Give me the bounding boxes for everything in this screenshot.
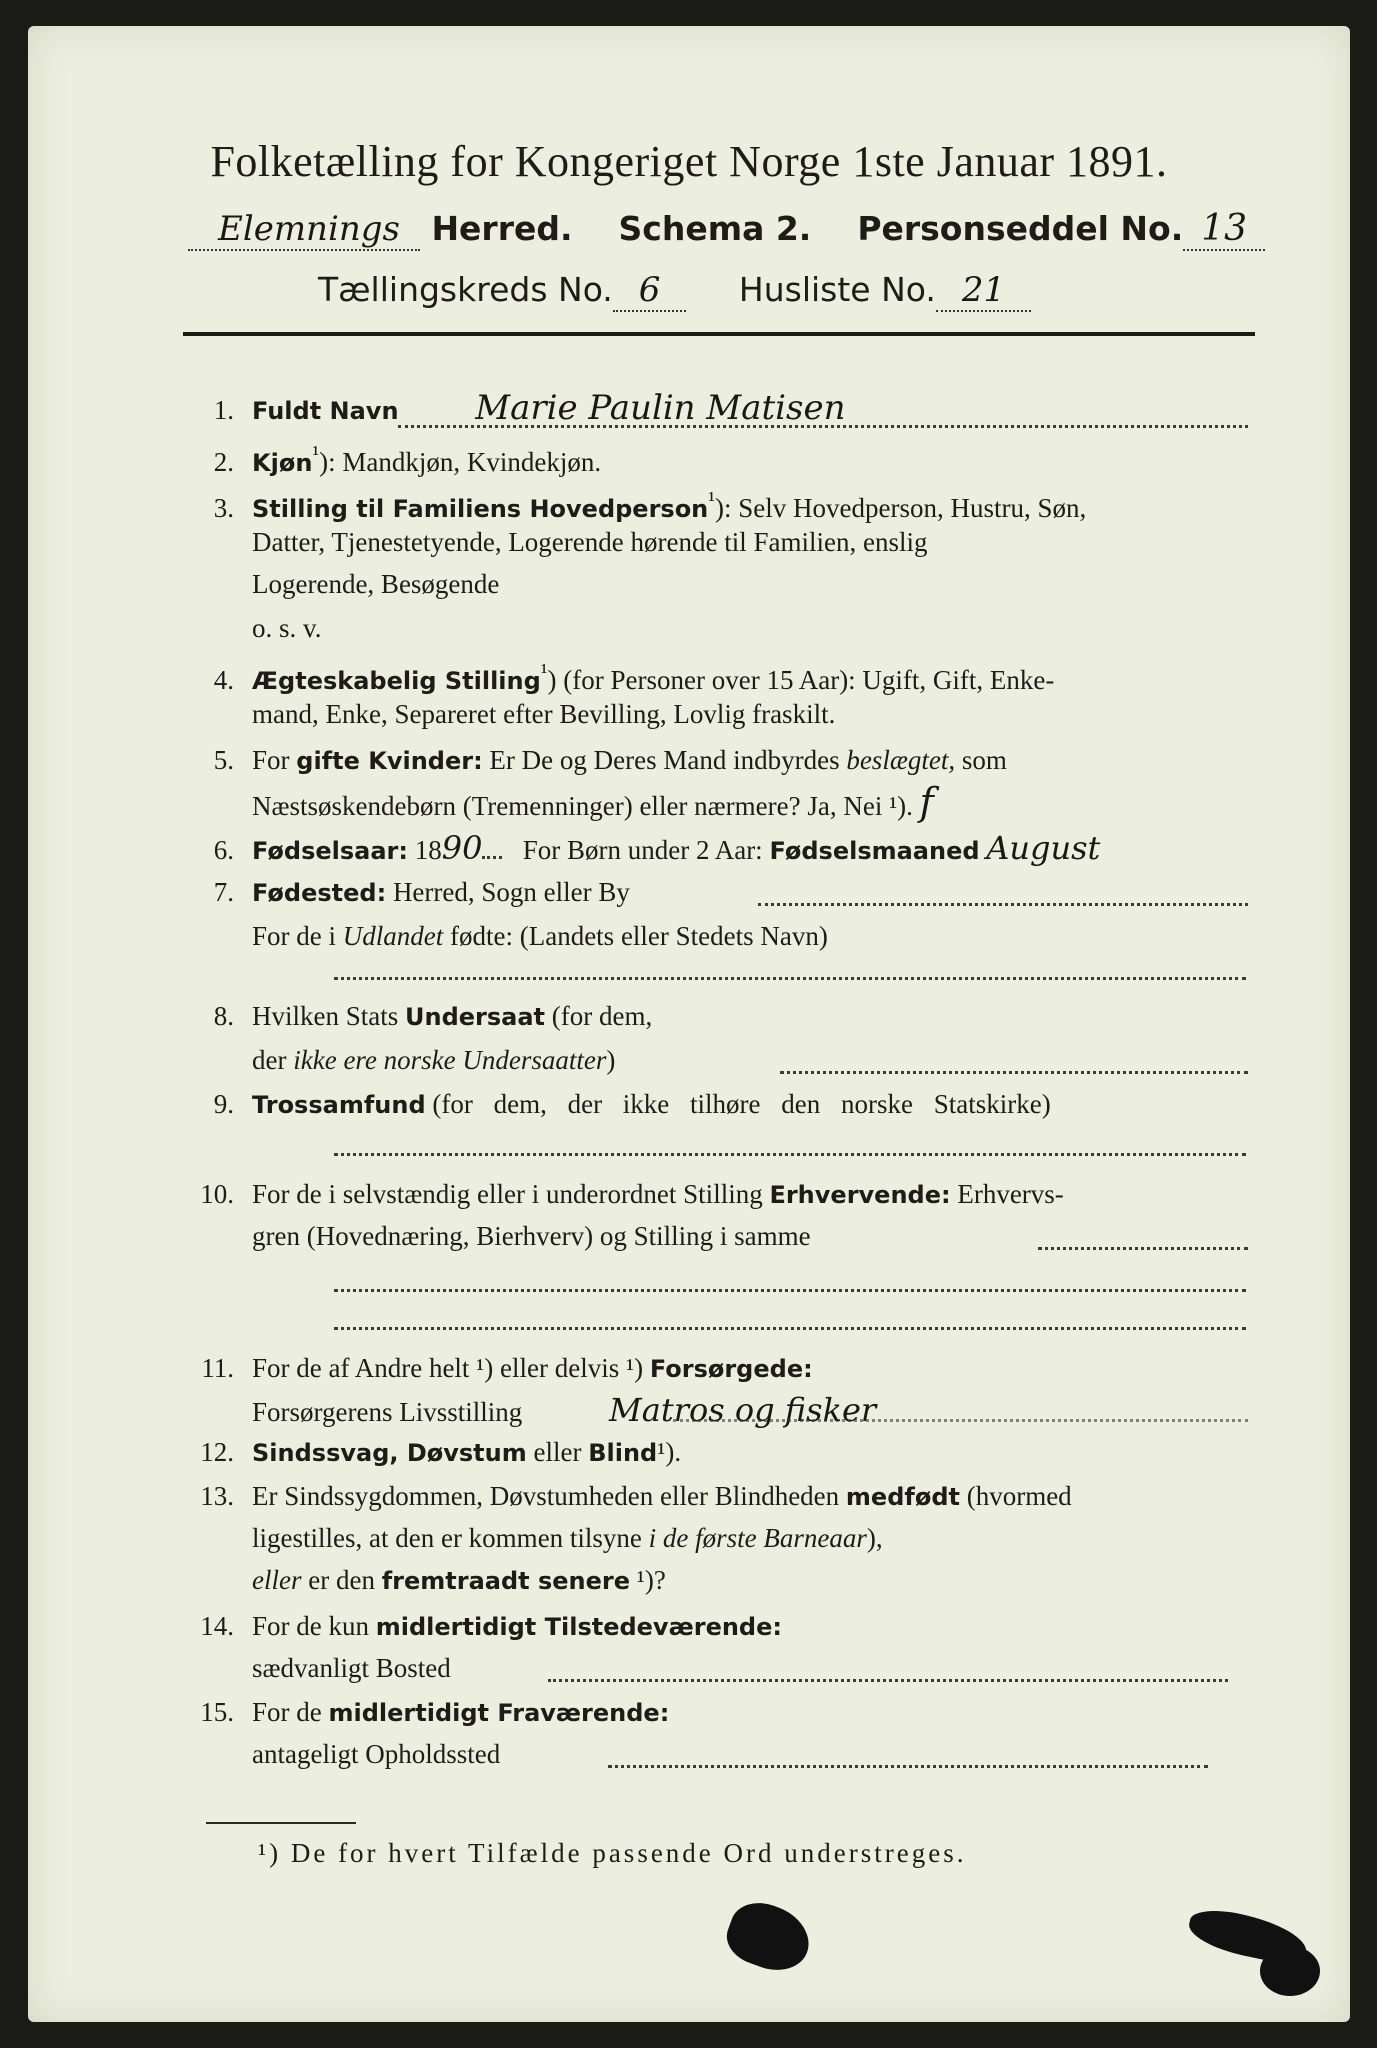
footnote-mark: ¹	[540, 659, 548, 684]
item-label: Fuldt Navn	[252, 397, 399, 425]
husliste-value: 21	[936, 270, 1031, 312]
item-text: )	[606, 1045, 616, 1075]
item-label: Sindssvag, Døvstum	[252, 1439, 527, 1467]
item-number: 4.	[213, 665, 234, 695]
item-text: Erhvervs-	[957, 1179, 1064, 1209]
item-5-line2	[178, 780, 1332, 828]
ink-stain	[1260, 1946, 1320, 1996]
provider-occupation-value: Matros og fisker	[609, 1391, 877, 1429]
item-text: som	[961, 745, 1007, 775]
item-text-italic: Udlandet	[342, 921, 444, 951]
item-text: (for dem, der ikke tilhøre den norske Statskirke)	[432, 1089, 1051, 1119]
birth-month-value: August	[986, 829, 1101, 867]
herred-label: Herred.	[431, 209, 573, 248]
item-text: (for dem,	[551, 1001, 653, 1031]
item-number: 7.	[213, 877, 234, 907]
item-label: Fødselsmaaned	[769, 837, 980, 865]
item-number: 6.	[213, 835, 234, 865]
item-text: Næstsøskendebørn (Tremenninger) eller nærmere? Ja, Nei ¹).	[252, 791, 913, 821]
answer-value: f	[919, 780, 934, 824]
item-5	[178, 738, 1258, 783]
kreds-value: 6	[613, 270, 687, 312]
item-7	[178, 870, 1258, 915]
item-number: 9.	[213, 1089, 234, 1119]
item-10-line2: gren (Hovednæring, Bierhverv) og Stilling i samme	[252, 1221, 811, 1251]
item-9	[178, 1082, 1258, 1127]
item-label: Undersaat	[405, 1003, 546, 1031]
item-4-line2: mand, Enke, Separeret efter Bevilling, Lovlig fraskilt.	[252, 699, 836, 729]
footnote-rule	[206, 1822, 356, 1824]
item-11	[178, 1346, 1258, 1391]
item-text: Hvilken Stats	[252, 1001, 399, 1031]
item-text: Er Sindssygdommen, Døvstumheden eller Blindheden	[252, 1481, 840, 1511]
item-label: Forsørgede:	[649, 1355, 813, 1383]
herred-value: Elemnings	[188, 209, 420, 251]
item-text: ) (for Personer over 15 Aar): Ugift, Gift, Enke-	[547, 665, 1055, 695]
item-text: (hvormed	[966, 1481, 1072, 1511]
personseddel-label: Personseddel No.	[857, 209, 1184, 248]
form-title: Folketælling for Kongeriget Norge 1ste Januar 1891.	[210, 137, 1168, 186]
item-3-line4: o. s. v.	[252, 613, 322, 643]
personseddel-value: 13	[1183, 208, 1265, 251]
item-text: eller	[533, 1437, 582, 1467]
dotted-line	[608, 1764, 1208, 1768]
item-label: midlertidigt Fraværende:	[328, 1699, 670, 1727]
item-8-line2	[178, 1038, 1332, 1082]
birth-year-value: 90	[441, 829, 483, 867]
item-13-line2	[178, 1516, 1332, 1560]
item-label: gifte Kvinder:	[296, 747, 483, 775]
item-text: fødte: (Landets eller Stedets Navn)	[450, 921, 828, 951]
dotted-line	[334, 1326, 1246, 1330]
item-text: ),	[866, 1523, 883, 1553]
census-form	[28, 26, 1350, 2022]
item-text-italic: i de første Barneaar	[648, 1523, 867, 1553]
item-text-italic: ikke ere norske Undersaatter	[293, 1045, 607, 1075]
husliste-label: Husliste No.	[738, 270, 936, 309]
item-number: 11.	[201, 1353, 234, 1383]
item-label: Stilling til Familiens Hovedperson	[252, 495, 709, 523]
item-label: Erhvervende:	[769, 1181, 951, 1209]
header-rule	[183, 332, 1255, 336]
item-label: Blind	[588, 1439, 658, 1467]
dotted-line	[334, 1152, 1246, 1156]
header-line-kreds	[318, 270, 1377, 310]
item-label: Kjøn	[252, 449, 313, 477]
dotted-line	[1038, 1246, 1248, 1250]
footnote-mark: ¹	[312, 441, 320, 466]
item-text-italic: beslægtet,	[846, 745, 956, 775]
dotted-line	[548, 1678, 1228, 1682]
item-15-line2: antageligt Opholdssted	[252, 1739, 501, 1769]
full-name-value: Marie Paulin Matisen	[475, 388, 846, 428]
item-number: 12.	[200, 1437, 234, 1467]
item-13-line3	[178, 1558, 1332, 1603]
item-number: 5.	[213, 745, 234, 775]
item-text: Er De og Deres Mand indbyrdes	[489, 745, 840, 775]
dotted-line	[398, 424, 1248, 428]
item-number: 3.	[213, 493, 234, 523]
item-number: 13.	[200, 1481, 234, 1511]
item-number: 10.	[200, 1179, 234, 1209]
footnote: ¹) De for hvert Tilfælde passende Ord understreges.	[258, 1838, 967, 1868]
item-3-line3: Logerende, Besøgende	[252, 569, 500, 599]
item-label: Fødested:	[252, 879, 387, 907]
item-8	[178, 994, 1258, 1039]
item-text: ¹).	[657, 1437, 682, 1467]
item-label: midlertidigt Tilstedeværende:	[375, 1613, 782, 1641]
item-text: For de kun	[252, 1611, 369, 1641]
year-prefix: 18	[414, 835, 442, 865]
item-number: 1.	[213, 395, 234, 425]
item-text: For de af Andre helt ¹) eller delvis ¹)	[252, 1353, 644, 1383]
dotted-line	[673, 1418, 1248, 1422]
item-3-line2: Datter, Tjenestetyende, Logerende hørende til Familien, enslig	[252, 527, 928, 557]
dotted-line	[758, 902, 1248, 906]
item-12	[178, 1430, 1258, 1475]
item-text: For	[252, 745, 290, 775]
item-number: 14.	[200, 1611, 234, 1641]
footnote-mark: ¹	[708, 487, 716, 512]
item-text: For de	[252, 1697, 322, 1727]
item-text: der	[252, 1045, 287, 1075]
dotted-line	[334, 976, 1246, 980]
item-label: medfødt	[845, 1483, 960, 1511]
item-text: Herred, Sogn eller By	[392, 877, 630, 907]
item-13	[178, 1474, 1258, 1519]
header-line-herred	[188, 208, 1268, 249]
item-text: ): Selv Hovedperson, Hustru, Søn,	[715, 493, 1087, 523]
item-text: Forsørgerens Livsstilling	[252, 1397, 523, 1427]
item-14	[178, 1604, 1258, 1649]
item-number: 15.	[200, 1697, 234, 1727]
item-10	[178, 1172, 1258, 1217]
item-text: For Børn under 2 Aar:	[522, 835, 763, 865]
item-text: ligestilles, at den er kommen tilsyne	[252, 1523, 642, 1553]
item-14-line2: sædvanligt Bosted	[252, 1653, 451, 1683]
item-number: 8.	[213, 1001, 234, 1031]
item-number: 2.	[213, 447, 234, 477]
item-label: fremtraadt senere	[381, 1567, 631, 1595]
schema-label: Schema 2.	[618, 209, 812, 248]
item-label: Trossamfund	[252, 1091, 426, 1119]
item-label: Ægteskabelig Stilling	[252, 667, 541, 695]
dotted-line	[334, 1288, 1246, 1292]
item-7-line2	[178, 914, 1332, 958]
item-text-italic: eller	[252, 1565, 302, 1595]
item-text: er den	[308, 1565, 375, 1595]
item-text: For de i selvstændig eller i underordnet Stilling	[252, 1179, 763, 1209]
dotted-line	[780, 1070, 1248, 1074]
item-15	[178, 1690, 1258, 1735]
item-text: ): Mandkjøn, Kvindekjøn.	[319, 447, 602, 477]
item-text: For de i	[252, 921, 336, 951]
item-text: ¹)?	[636, 1565, 666, 1595]
item-11-line2	[178, 1388, 1332, 1434]
kreds-label: Tællingskreds No.	[318, 270, 613, 309]
item-label: Fødselsaar:	[252, 837, 408, 865]
ink-stain	[720, 1894, 818, 1980]
item-6	[178, 826, 1258, 873]
